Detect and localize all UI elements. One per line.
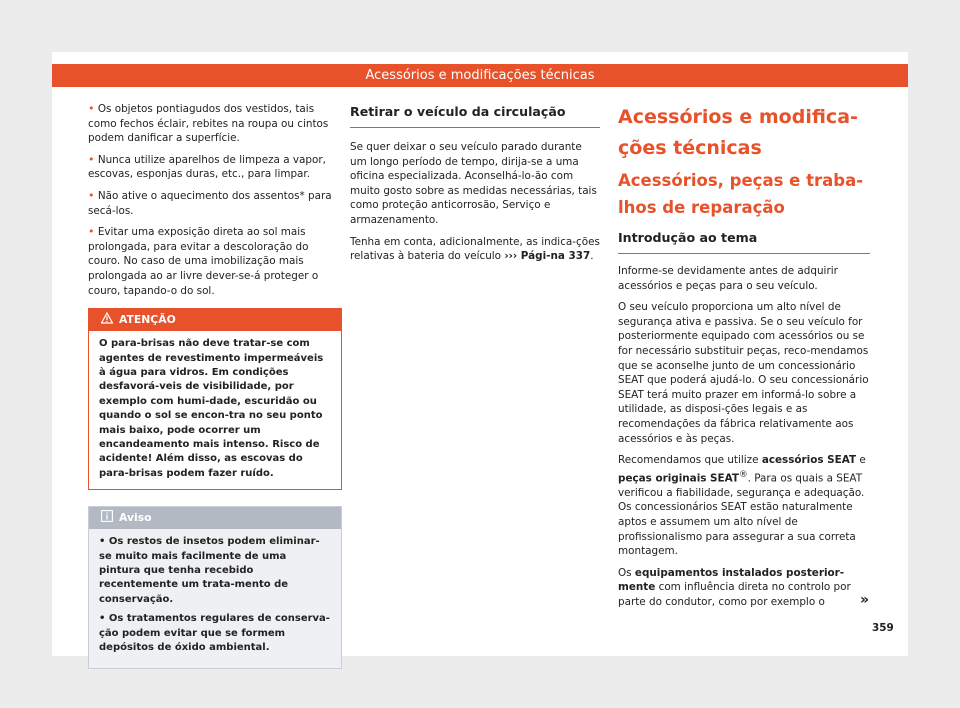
- notice-box: [88, 506, 342, 669]
- continue-arrow-icon: »: [860, 592, 870, 608]
- chapter-header: [52, 64, 908, 87]
- column-right: [618, 102, 870, 617]
- list-item: • Evitar uma exposição direta ao sol mais prolongada, para evitar a descoloração do couro. No caso de uma imobilização mais prolongada ao ar livre dever-se-á proteger o couro, tapando-o do sol.: [88, 225, 319, 297]
- page-number: 359: [872, 622, 894, 634]
- column-middle: [350, 102, 600, 271]
- paragraph: Informe-se devidamente antes de adquirir acessórios e peças para o seu veículo.: [618, 265, 838, 292]
- section-title: Retirar o veículo da circulação: [350, 102, 600, 128]
- list-item: • Os restos de insetos podem eliminar-se muito mais facilmente de uma pintura que tenha recebido recentemente um trata-mento de conservação.: [99, 536, 320, 605]
- manual-page: [52, 52, 908, 656]
- bullet-dot: •: [88, 225, 95, 239]
- warning-text: O para-brisas não deve tratar-se com agentes de revestimento impermeáveis à água para vidros. Em condições desfavorá-veis de visibilidade, por exemplo com humi-dade, escuridão ou quando o sol se encon-tra no seu ponto mais baixo, pode ocorrer um encandeamento mais intenso. Risco de acidente! Além disso, as escovas do para-brisas podem fazer ruído.: [99, 338, 324, 479]
- warning-title: ATENÇÃO: [119, 313, 176, 327]
- subsection-heading: Introdução ao tema: [618, 229, 870, 254]
- bullet-dot: •: [88, 152, 95, 166]
- paragraph: Os equipamentos instalados posterior-mente com influência direta no controlo por parte do condutor, como por exemplo o: [618, 566, 851, 608]
- bullet-dot: •: [88, 188, 95, 202]
- notice-body: [89, 529, 341, 668]
- paragraph: Recomendamos que utilize acessórios SEAT e peças originais SEAT®. Para os quais a SEAT verificou a fiabilidade, segurança e adequação. Os concessionários SEAT estão naturalmente aptos e assumem um alto nível de profissionalismo para assegurar a sua correta montagem.: [618, 454, 866, 558]
- bullet-dot: •: [88, 102, 95, 115]
- bullet-dot: •: [99, 613, 106, 625]
- notice-title: Aviso: [119, 511, 152, 525]
- page-reference-link[interactable]: ››› Pági-na 337: [504, 250, 591, 263]
- column-left: [88, 102, 342, 669]
- info-icon: [101, 510, 113, 522]
- section-heading: Acessórios, peças e traba-lhos de reparação: [618, 171, 864, 217]
- paragraph: Tenha em conta, adicionalmente, as indica-ções relativas à bateria do veículo ››› Pági-na 337.: [350, 235, 600, 263]
- notice-header: [89, 507, 341, 529]
- chapter-heading: Acessórios e modifica-ções técnicas: [618, 106, 858, 159]
- warning-box: [88, 308, 342, 490]
- list-item: • Nunca utilize aparelhos de limpeza a vapor, escovas, esponjas duras, etc., para limpar.: [88, 152, 326, 181]
- list-item: • Os tratamentos regulares de conserva-ção podem evitar que se formem depósitos de óxido ambiental.: [99, 613, 330, 654]
- paragraph: Se quer deixar o seu veículo parado durante um longo período de tempo, dirija-se a uma oficina especializada. Aconselhá-lo-ão com muito gosto sobre as medidas necessárias, tais como proteção anticorrosão, Serviço e armazenamento.: [350, 141, 597, 226]
- bullet-dot: •: [99, 536, 106, 548]
- list-item: • Não ative o aquecimento dos assentos* para secá-los.: [88, 188, 332, 217]
- chapter-title: Acessórios e modificações técnicas: [365, 68, 595, 83]
- warning-header: [89, 309, 341, 331]
- list-item: • Os objetos pontiagudos dos vestidos, tais como fechos éclair, rebites na roupa ou cintos podem danificar a superfície.: [88, 102, 329, 145]
- warning-triangle-icon: [101, 312, 113, 324]
- paragraph: O seu veículo proporciona um alto nível de segurança ativa e passiva. Se o seu veículo for posteriormente equipado com acessórios ou se for necessário substituir peças, reco-mendamos que se aconselhe junto de um concessionário SEAT que poderá ajudá-lo. O seu concessionário SEAT terá muito prazer em informá-lo sobre a utilidade, as disposi-ções legais e as recomendações da fábrica relativamente aos acessórios e às peças.: [618, 301, 869, 445]
